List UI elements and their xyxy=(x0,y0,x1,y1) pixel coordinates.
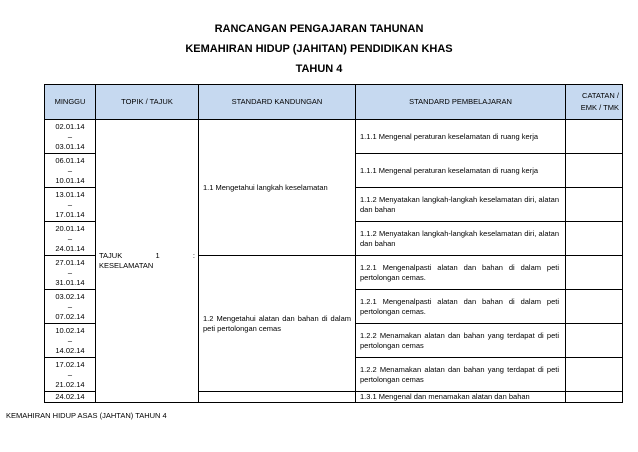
week-from: 24.02.14 xyxy=(55,392,85,401)
week-from: 03.02.14 xyxy=(55,291,85,301)
document-year: TAHUN 4 xyxy=(295,63,343,75)
topic-word-colon: : xyxy=(192,251,195,260)
week-to: 03.01.14 xyxy=(55,141,85,151)
week-from: 13.01.14 xyxy=(55,189,85,199)
week-cell xyxy=(45,256,96,290)
standard-pembelajaran-cell: 1.2.2 Menamakan alatan dan bahan yang terdapat di peti pertolongan cemas xyxy=(356,358,566,392)
week-dash: – xyxy=(67,369,73,379)
catatan-cell xyxy=(566,392,623,403)
week-cell xyxy=(45,222,96,256)
week-dash: – xyxy=(67,233,73,243)
week-to: 07.02.14 xyxy=(55,311,85,321)
catatan-cell xyxy=(566,324,623,358)
week-cell xyxy=(45,392,96,403)
week-dash: – xyxy=(67,165,73,175)
page-footer: KEMAHIRAN HIDUP ASAS (JAHTAN) TAHUN 4 xyxy=(6,411,167,420)
header-minggu: MINGGU xyxy=(45,85,96,120)
table-row xyxy=(45,120,623,154)
header-catatan xyxy=(566,85,623,120)
document-subtitle: KEMAHIRAN HIDUP (JAHITAN) PENDIDIKAN KHAS xyxy=(185,43,453,55)
week-to: 24.01.14 xyxy=(55,243,85,253)
standard-kandungan-cell: 1.2 Mengetahui alatan dan bahan di dalam peti pertolongan cemas xyxy=(199,256,356,392)
standard-pembelajaran-cell: 1.2.1 Mengenalpasti alatan dan bahan di dalam peti pertolongan cemas. xyxy=(356,290,566,324)
catatan-cell xyxy=(566,188,623,222)
header-standard-pembelajaran: STANDARD PEMBELAJARAN xyxy=(356,85,566,120)
catatan-cell xyxy=(566,120,623,154)
week-dash: – xyxy=(67,267,73,277)
week-cell xyxy=(45,120,96,154)
week-to: 31.01.14 xyxy=(55,277,85,287)
topic-word-number: 1 xyxy=(155,251,160,260)
week-cell xyxy=(45,324,96,358)
catatan-cell xyxy=(566,358,623,392)
standard-pembelajaran-cell: 1.1.1 Mengenal peraturan keselamatan di ruang kerja xyxy=(356,154,566,188)
topic-word-tajuk: TAJUK xyxy=(99,251,123,260)
header-topik: TOPIK / TAJUK xyxy=(96,85,199,120)
header-standard-kandungan: STANDARD KANDUNGAN xyxy=(199,85,356,120)
week-cell xyxy=(45,154,96,188)
standard-pembelajaran-cell: 1.1.2 Menyatakan langkah-langkah keselamatan diri, alatan dan bahan xyxy=(356,188,566,222)
standard-pembelajaran-cell: 1.2.1 Mengenalpasti alatan dan bahan di dalam peti pertolongan cemas. xyxy=(356,256,566,290)
header-catatan-line2: EMK / TMK xyxy=(580,103,619,112)
week-dash: – xyxy=(67,335,73,345)
week-dash: – xyxy=(67,199,73,209)
week-cell xyxy=(45,358,96,392)
week-to: 14.02.14 xyxy=(55,345,85,355)
week-from: 06.01.14 xyxy=(55,155,85,165)
standard-pembelajaran-cell: 1.1.1 Mengenal peraturan keselamatan di ruang kerja xyxy=(356,120,566,154)
standard-kandungan-cell: 1.1 Mengetahui langkah keselamatan xyxy=(199,120,356,256)
catatan-cell xyxy=(566,222,623,256)
week-from: 27.01.14 xyxy=(55,257,85,267)
week-cell xyxy=(45,290,96,324)
header-catatan-line1: CATATAN / xyxy=(582,91,619,100)
week-dash: – xyxy=(67,131,73,141)
topic-line-1 xyxy=(99,251,195,261)
week-from: 10.02.14 xyxy=(55,325,85,335)
document-title: RANCANGAN PENGAJARAN TAHUNAN xyxy=(214,23,424,35)
table-header-row xyxy=(45,85,623,120)
catatan-cell xyxy=(566,256,623,290)
week-to: 10.01.14 xyxy=(55,175,85,185)
standard-pembelajaran-cell: 1.3.1 Mengenal dan menamakan alatan dan bahan xyxy=(356,392,566,403)
week-to: 21.02.14 xyxy=(55,379,85,389)
standard-kandungan-cell xyxy=(199,392,356,403)
standard-pembelajaran-cell: 1.1.2 Menyatakan langkah-langkah keselamatan diri, alatan dan bahan xyxy=(356,222,566,256)
week-to: 17.01.14 xyxy=(55,209,85,219)
week-dash: – xyxy=(67,301,73,311)
week-from: 02.01.14 xyxy=(55,121,85,131)
catatan-cell xyxy=(566,290,623,324)
catatan-cell xyxy=(566,154,623,188)
week-cell xyxy=(45,188,96,222)
week-from: 20.01.14 xyxy=(55,223,85,233)
topic-cell xyxy=(96,120,199,403)
yearly-plan-table xyxy=(44,84,623,403)
standard-pembelajaran-cell: 1.2.2 Menamakan alatan dan bahan yang terdapat di peti pertolongan cemas xyxy=(356,324,566,358)
topic-line-2: KESELAMATAN xyxy=(99,261,154,270)
week-from: 17.02.14 xyxy=(55,359,85,369)
